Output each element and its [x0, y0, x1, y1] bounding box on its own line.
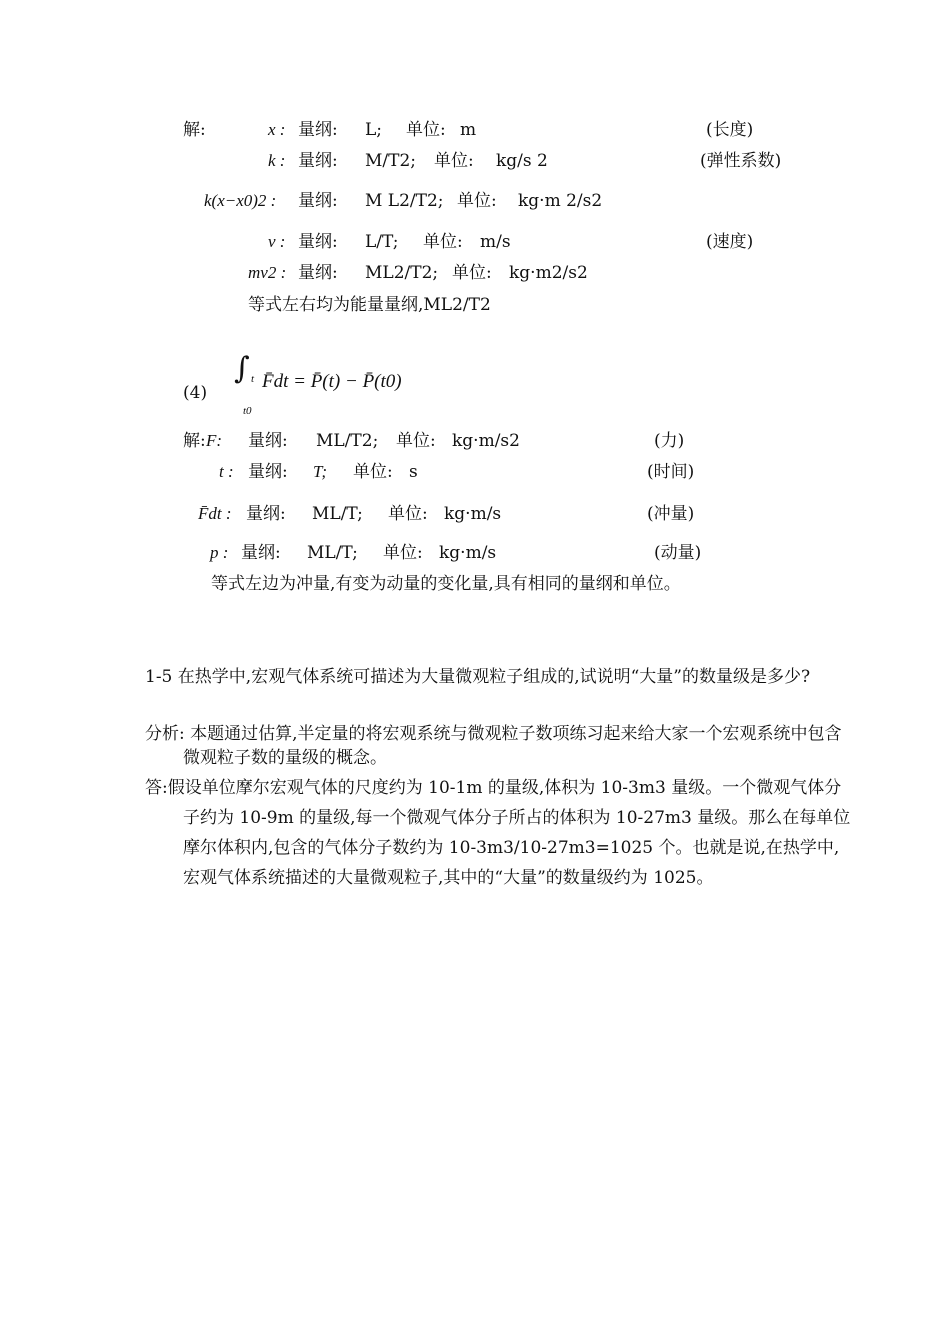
analysis-paragraph [145, 722, 851, 770]
dimension-value: ML2/T2; [365, 263, 439, 283]
dimension-value: M L2/T2; [365, 191, 444, 211]
dimension-label: 量纲: [241, 543, 281, 563]
unit-value: m/s [480, 232, 511, 252]
equation-number: (4) [183, 383, 208, 403]
symbol: F̄dt : [198, 504, 232, 523]
answer-text: 假设单位摩尔宏观气体的尺度约为 10-1m 的量级,体积为 10-3m3 量级。一个微观气体分子约为 10-9m 的量级,每一个微观气体分子所占的体积为 10-27m3 量级。那么在每单位摩尔体积内,包含的气体分子数约为 10-3m3/10-27m3=1025 个。也就是说,在热学中,宏观气体系统描述的大量微观粒子,其中的“大量”的数量级约为 1025。 [167, 778, 851, 888]
dimension-label: 量纲: [298, 232, 338, 252]
upper-limit: t [251, 373, 255, 385]
conclusion: 等式左边为冲量,有变为动量的变化量,具有相同的量纲和单位。 [211, 574, 681, 594]
dimension-label: 量纲: [298, 120, 338, 140]
symbol: v : [268, 232, 286, 251]
answer-label: 答: [145, 778, 168, 798]
analysis-label: 分析: [145, 724, 185, 744]
conclusion: 等式左右均为能量量纲,ML2/T2 [248, 295, 491, 315]
unit-value: m [460, 120, 477, 140]
equation-body: F̄dt = P̄(t) − P̄(t0) [262, 371, 402, 392]
dimension-value: ML/T2; [316, 431, 379, 451]
dimension-value: L; [365, 120, 383, 140]
unit-label: 单位: [388, 504, 428, 524]
dimension-label: 量纲: [248, 431, 288, 451]
symbol: k : [268, 151, 286, 170]
symbol: t : [219, 462, 234, 481]
symbol: mv2 : [248, 263, 287, 282]
dimension-label: 量纲: [298, 263, 338, 283]
symbol: F: [206, 431, 223, 450]
symbol: p : [210, 543, 229, 562]
answer-label: 解: [183, 431, 206, 451]
quantity-note: (速度) [706, 232, 754, 252]
unit-label: 单位: [434, 151, 474, 171]
dimension-label: 量纲: [246, 504, 286, 524]
unit-value: kg/s 2 [496, 151, 548, 171]
quantity-note: (动量) [654, 543, 702, 563]
quantity-note: (弹性系数) [700, 151, 782, 171]
unit-label: 单位: [383, 543, 423, 563]
lower-limit: t0 [243, 405, 252, 417]
unit-label: 单位: [423, 232, 463, 252]
unit-label: 单位: [452, 263, 492, 283]
problem-number: 1-5 [145, 667, 173, 687]
quantity-note: (长度) [706, 120, 754, 140]
unit-value: kg·m/s2 [452, 431, 520, 451]
unit-value: s [409, 462, 418, 482]
dimension-value: L/T; [365, 232, 399, 252]
unit-value: kg·m/s [444, 504, 502, 524]
unit-label: 单位: [457, 191, 497, 211]
quantity-note: (冲量) [647, 504, 695, 524]
symbol: k(x−x0)2 : [204, 191, 277, 210]
unit-label: 单位: [396, 431, 436, 451]
dimension-value: M/T2; [365, 151, 417, 171]
quantity-note: (时间) [647, 462, 695, 482]
dimension-value: T; [313, 462, 328, 481]
unit-label: 单位: [406, 120, 446, 140]
symbol: x : [268, 120, 286, 139]
question-text: 在热学中,宏观气体系统可描述为大量微观粒子组成的,试说明“大量”的数量级是多少? [177, 667, 811, 687]
quantity-note: (力) [654, 431, 685, 451]
dimension-value: ML/T; [307, 543, 358, 563]
unit-value: kg·m 2/s2 [518, 191, 603, 211]
problem-question [145, 662, 851, 692]
analysis-text: 本题通过估算,半定量的将宏观系统与微观粒子数项练习起来给大家一个宏观系统中包含微观粒子数的量级的概念。 [183, 724, 842, 768]
dimension-label: 量纲: [248, 462, 288, 482]
unit-value: kg·m2/s2 [509, 263, 588, 283]
dimension-label: 量纲: [298, 151, 338, 171]
answer-label: 解: [183, 120, 206, 140]
integral-sign-icon: ∫ [234, 351, 250, 386]
unit-label: 单位: [353, 462, 393, 482]
dimension-label: 量纲: [298, 191, 338, 211]
unit-value: kg·m/s [439, 543, 497, 563]
dimension-value: ML/T; [312, 504, 363, 524]
answer-paragraph [145, 773, 851, 893]
